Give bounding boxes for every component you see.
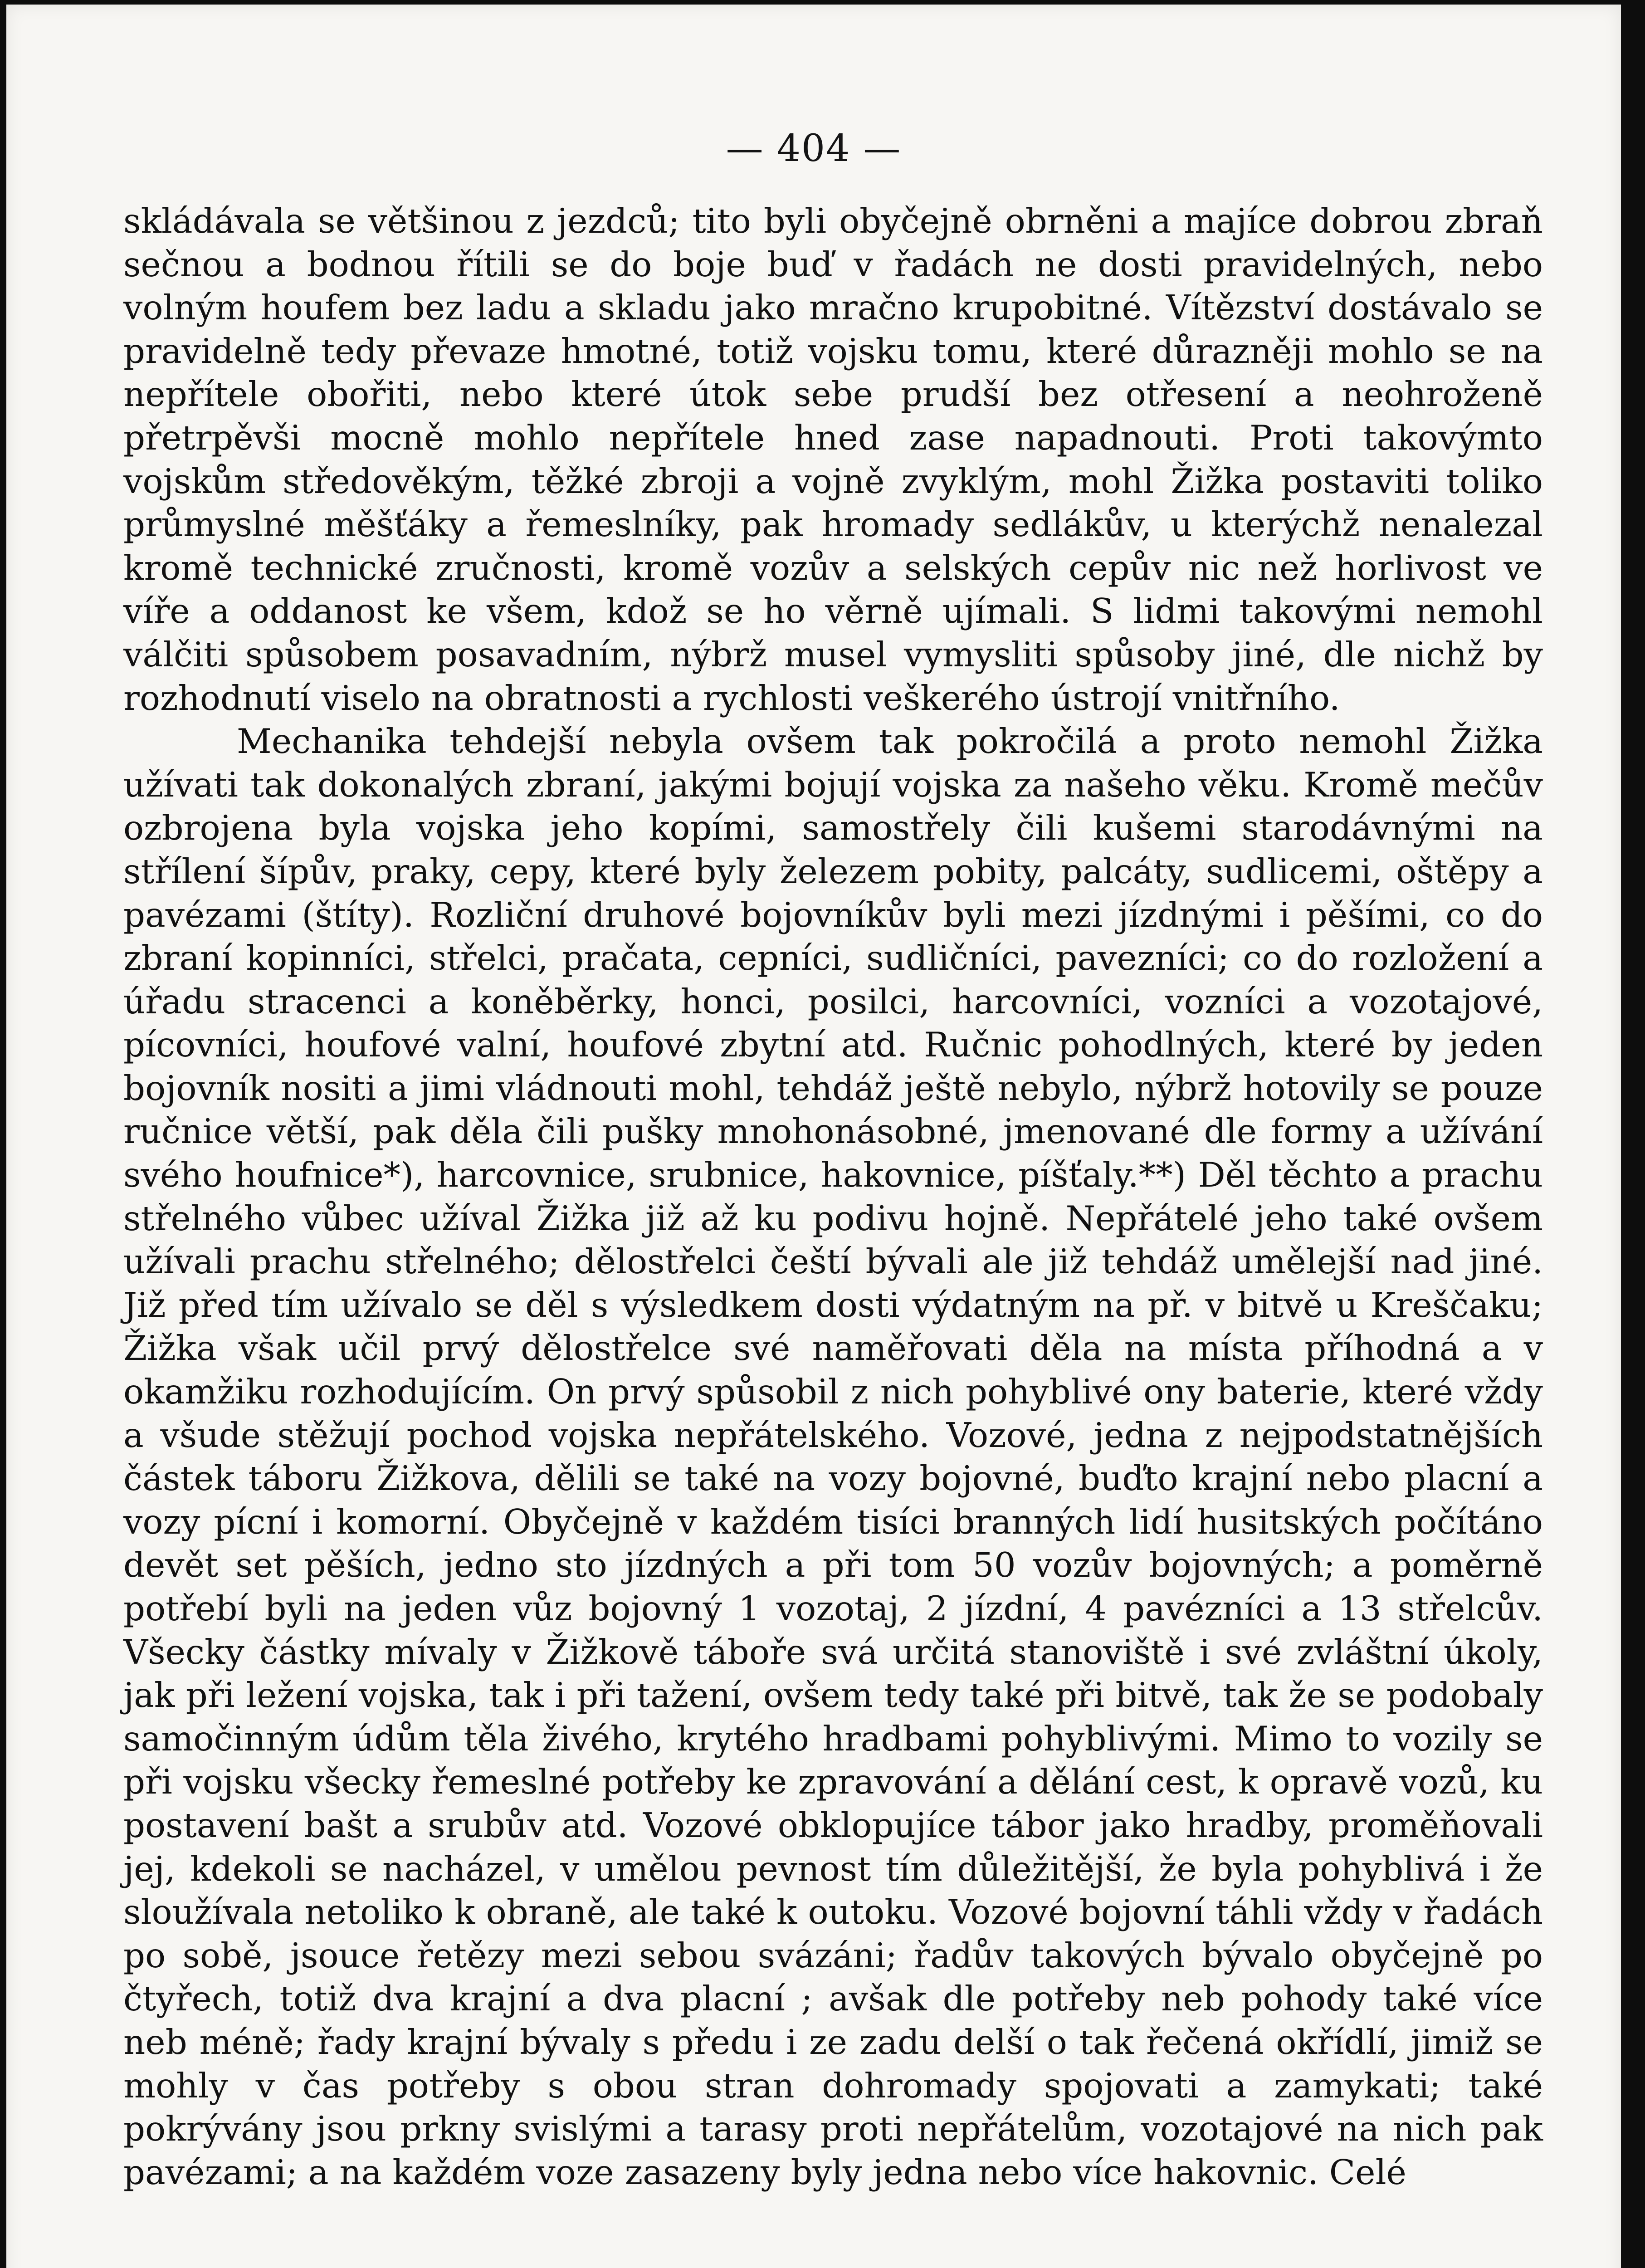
- page-number: — 404 —: [726, 127, 902, 170]
- book-page: [6, 5, 1621, 2268]
- paragraph-continued: skládávala se většinou z jezdců; tito byli obyčejně obrněni a majíce dobrou zbraň sečnou a bodnou řítili se do boje buď v řadách ne dosti pravidelných, nebo volným houfem bez ladu a skladu jako mračno krupobitné. Vítězství dostávalo se pravidelně tedy převaze hmotné, totiž vojsku tomu, které důrazněji mohlo se na nepřítele obořiti, nebo které útok sebe prudší bez otřesení a neohroženě přetrpěvši mocně mohlo nepřítele hned zase napadnouti. Proti takovýmto vojskům středověkým, těžké zbroji a vojně zvyklým, mohl Žižka postaviti toliko průmyslné měšťáky a řemeslníky, pak hromady sedlákův, u kterýchž nenalezal kromě technické zručnosti, kromě vozův a selských cepův nic než horlivost ve víře a oddanost ke všem, kdož se ho věrně ujímali. S lidmi takovými nemohl válčiti spůsobem posavadním, nýbrž musel vymysliti spůsoby jiné, dle nichž by rozhodnutí viselo na obratnosti a rychlosti veškerého ústrojí vnitřního.: [123, 201, 1543, 718]
- scan-border: [1621, 0, 1645, 2268]
- main-text: [123, 200, 1543, 2194]
- paragraph-mechanika: Mechanika tehdejší nebyla ovšem tak pokročilá a proto nemohl Žižka užívati tak dokonalých zbraní, jakými bojují vojska za našeho věku. Kromě mečův ozbrojena byla vojska jeho kopími, samostřely čili kušemi starodávnými na střílení šípův, praky, cepy, které byly železem pobity, palcáty, sudlicemi, oštěpy a pavézami (štíty). Rozliční druhové bojovníkův byli mezi jízdnými i pěšími, co do zbraní kopinníci, střelci, pračata, cepníci, sudličníci, pavezníci; co do rozložení a úřadu stracenci a koněběrky, honci, posilci, harcovníci, vozníci a vozotajové, pícovníci, houfové valní, houfové zbytní atd. Ručnic pohodlných, které by jeden bojovník nositi a jimi vládnouti mohl, tehdáž ještě nebylo, nýbrž hotovily se pouze ručnice větší, pak děla čili pušky mnohonásobné, jmenované dle formy a užívání svého houfnice*), harcovnice, srubnice, hakovnice, píšťaly.**) Děl těchto a prachu střelného vůbec užíval Žižka již až ku podivu hojně. Nepřátelé jeho také ovšem užívali prachu střelného; dělostřelci čeští bývali ale již tehdáž umělejší nad jiné. Již před tím užívalo se děl s výsledkem dosti výdatným na př. v bitvě u Kreščaku; Žižka však učil prvý dělostřelce své naměřovati děla na místa příhodná a v okamžiku rozhodujícím. On prvý spůsobil z nich pohyblivé ony baterie, které vždy a všude stěžují pochod vojska nepřátelského. Vozové, jedna z nejpodstatnějších částek táboru Žižkova, dělili se také na vozy bojovné, buďto krajní nebo placní a vozy pícní i komorní. Obyčejně v každém tisíci branných lidí husitských počítáno devět set pěších, jedno sto jízdných a při tom 50 vozův bojovných; a poměrně potřebí byli na jeden vůz bojovný 1 vozotaj, 2 jízdní, 4 pavézníci a 13 střelcův. Všecky částky mívaly v Žižkově táboře svá určitá stanoviště i své zvláštní úkoly, jak při ležení vojska, tak i při tažení, ovšem tedy také při bitvě, tak že se podobaly samočinným údům těla živého, krytého hradbami pohyblivými. Mimo to vozily se při vojsku všecky řemeslné potřeby ke zpravování a dělání cest, k opravě vozů, ku postavení bašt a srubův atd. Vozové obklopujíce tábor jako hradby, proměňovali jej, kdekoli se nacházel, v umělou pevnost tím důležitější, že byla pohyblivá i že sloužívala netoliko k obraně, ale také k outoku. Vozové bojovní táhli vždy v řadách po sobě, jsouce řetězy mezi sebou svázáni; řadův takových bývalo obyčejně po čtyřech, totiž dva krajní a dva placní ; avšak dle potřeby neb pohody také více neb méně; řady krajní bývaly s předu i ze zadu delší o tak řečená okřídlí, jimiž se mohly v čas potřeby s obou stran dohromady spojovati a zamykati; také pokrývány jsou prkny svislými a tarasy proti nepřátelům, vozotajové na nich pak pavézami; a na každém voze zasazeny byly jedna nebo více hakovnic. Celé: [123, 721, 1543, 2192]
